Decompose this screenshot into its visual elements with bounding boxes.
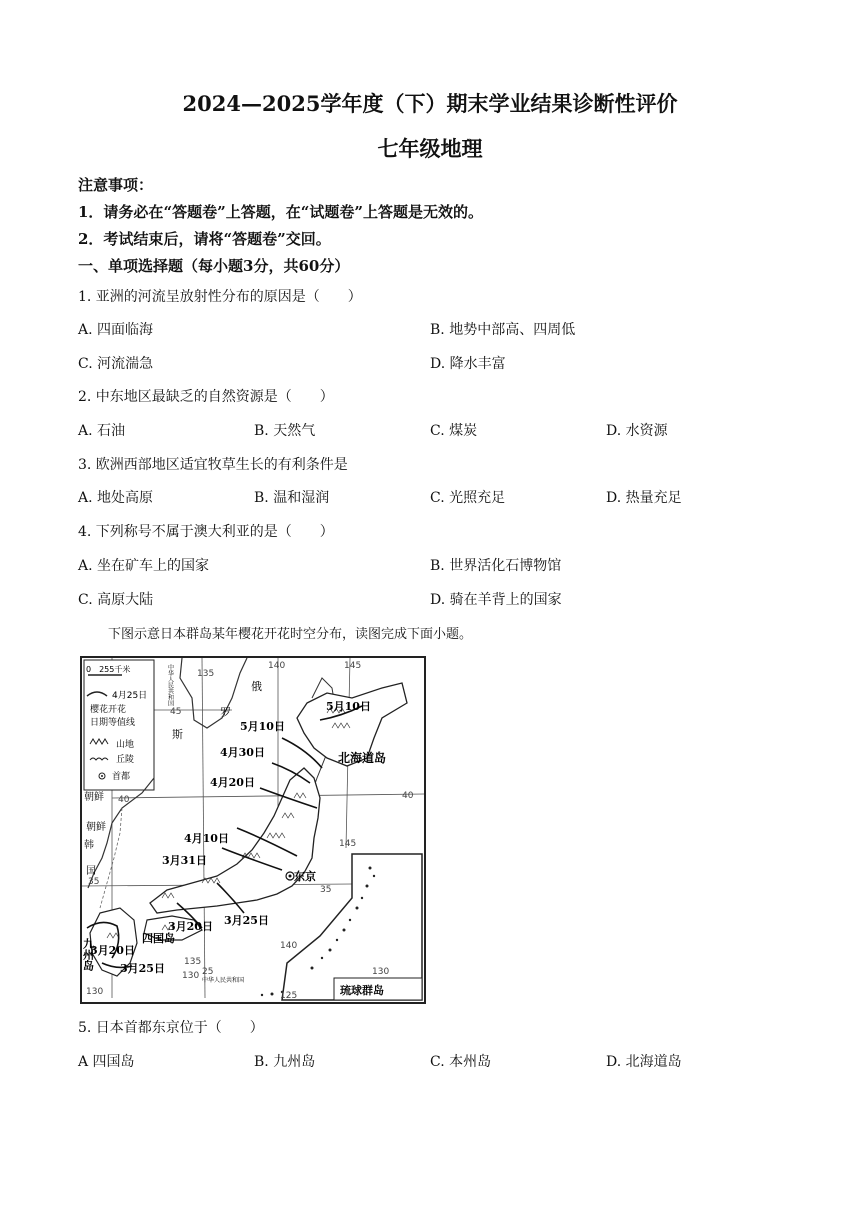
isoline-label: 4月30日 bbox=[220, 746, 265, 759]
answer-option: C. 河流湍急 bbox=[78, 356, 154, 372]
answer-option: D. 北海道岛 bbox=[606, 1054, 682, 1070]
label-kyushu: 九州岛 bbox=[82, 938, 95, 971]
label-north-korea: 朝鲜 bbox=[86, 822, 106, 833]
label-south-korea: 国 bbox=[86, 866, 96, 877]
answer-option: A. 石油 bbox=[78, 423, 126, 439]
notice-item: 1．请务必在“答题卷”上答题，在“试题卷”上答题是无效的。 bbox=[78, 203, 483, 221]
longitude-label: 135 bbox=[184, 957, 202, 967]
question-stem: 1. 亚洲的河流呈放射性分布的原因是（ ） bbox=[78, 289, 362, 305]
legend-isoline-date: 4月25日 bbox=[112, 691, 148, 701]
legend-isoline-desc: 日期等值线 bbox=[90, 718, 136, 728]
label-russia: 俄 bbox=[251, 680, 262, 693]
longitude-label: 145 bbox=[344, 661, 362, 671]
answer-option: B. 世界活化石博物馆 bbox=[430, 558, 562, 574]
label-south-korea: 韩 bbox=[84, 840, 94, 851]
question-stem: 5. 日本首都东京位于（ ） bbox=[78, 1020, 264, 1036]
label-china: 中华人民共和国 bbox=[166, 664, 174, 706]
section-heading: 一、单项选择题（每小题3分，共60分） bbox=[78, 257, 350, 275]
legend-capital: 首都 bbox=[112, 772, 131, 782]
legend-scale: 0 255千米 bbox=[86, 665, 131, 674]
question-stem: 3. 欧洲西部地区适宜牧草生长的有利条件是 bbox=[78, 457, 348, 473]
question-stem: 4. 下列称号不属于澳大利亚的是（ ） bbox=[78, 524, 334, 540]
longitude-label: 140 bbox=[280, 941, 298, 951]
latitude-label: 35 bbox=[88, 877, 100, 887]
latitude-label: 40 bbox=[402, 791, 414, 801]
notice-heading: 注意事项： bbox=[78, 176, 154, 194]
latitude-label: 45 bbox=[170, 707, 182, 717]
longitude-label: 130 bbox=[86, 987, 104, 997]
answer-option: C. 煤炭 bbox=[430, 423, 478, 439]
isoline-label: 3月25日 bbox=[224, 914, 269, 927]
answer-option: C. 高原大陆 bbox=[78, 592, 154, 608]
legend-isoline-desc: 樱花开花 bbox=[90, 705, 127, 715]
japan-sakura-map bbox=[80, 656, 426, 1004]
answer-option: B. 地势中部高、四周低 bbox=[430, 322, 576, 338]
question-stem: 2. 中东地区最缺乏的自然资源是（ ） bbox=[78, 389, 334, 405]
isoline-label: 3月20日 bbox=[90, 944, 135, 957]
answer-option: C. 本州岛 bbox=[430, 1054, 492, 1070]
map-intro: 下图示意日本群岛某年樱花开花时空分布，读图完成下面小题。 bbox=[108, 627, 473, 642]
isoline-label: 5月10日 bbox=[240, 720, 285, 733]
label-china: 中华人民共和国 bbox=[202, 977, 245, 984]
isoline-label: 4月10日 bbox=[184, 832, 229, 845]
longitude-label: 125 bbox=[280, 991, 298, 1001]
longitude-label: 140 bbox=[268, 661, 286, 671]
answer-option: A 四国岛 bbox=[78, 1054, 135, 1070]
label-russia: 斯 bbox=[172, 728, 183, 741]
longitude-label: 135 bbox=[197, 669, 215, 679]
answer-option: B. 九州岛 bbox=[254, 1054, 316, 1070]
isoline-label: 3月31日 bbox=[162, 854, 207, 867]
legend-hill: 丘陵 bbox=[116, 755, 135, 765]
answer-option: A. 地处高原 bbox=[78, 490, 154, 506]
label-north-korea: 朝鲜 bbox=[84, 792, 104, 803]
longitude-label: 145 bbox=[339, 839, 357, 849]
page-subtitle: 七年级地理 bbox=[377, 136, 483, 161]
answer-option: D. 水资源 bbox=[606, 423, 668, 439]
label-hokkaido: 北海道岛 bbox=[338, 751, 387, 765]
answer-option: D. 骑在羊背上的国家 bbox=[430, 592, 562, 608]
legend-mountain: 山地 bbox=[116, 740, 135, 750]
label-tokyo: 东京 bbox=[294, 870, 316, 883]
answer-option: A. 坐在矿车上的国家 bbox=[78, 558, 210, 574]
answer-option: C. 光照充足 bbox=[430, 490, 506, 506]
page-title: 2024—2025学年度（下）期末学业结果诊断性评价 bbox=[182, 91, 678, 116]
notice-item: 2．考试结束后，请将“答题卷”交回。 bbox=[78, 230, 331, 248]
longitude-label: 130 bbox=[182, 971, 200, 981]
latitude-label: 25 bbox=[202, 967, 214, 977]
isoline-label: 5月10日 bbox=[326, 700, 371, 713]
answer-option: D. 降水丰富 bbox=[430, 356, 506, 372]
label-russia: 罗 bbox=[220, 706, 231, 719]
answer-option: B. 温和湿润 bbox=[254, 490, 330, 506]
isoline-label: 3月25日 bbox=[120, 962, 165, 975]
latitude-label: 40 bbox=[118, 795, 130, 805]
isoline-label: 3月20日 bbox=[168, 920, 213, 933]
longitude-label: 130 bbox=[372, 967, 390, 977]
answer-option: A. 四面临海 bbox=[78, 322, 154, 338]
label-shikoku: 四国岛 bbox=[142, 932, 175, 945]
label-ryukyu: 琉球群岛 bbox=[340, 984, 384, 997]
latitude-label: 35 bbox=[320, 885, 332, 895]
answer-option: B. 天然气 bbox=[254, 423, 316, 439]
isoline-label: 4月20日 bbox=[210, 776, 255, 789]
answer-option: D. 热量充足 bbox=[606, 490, 682, 506]
